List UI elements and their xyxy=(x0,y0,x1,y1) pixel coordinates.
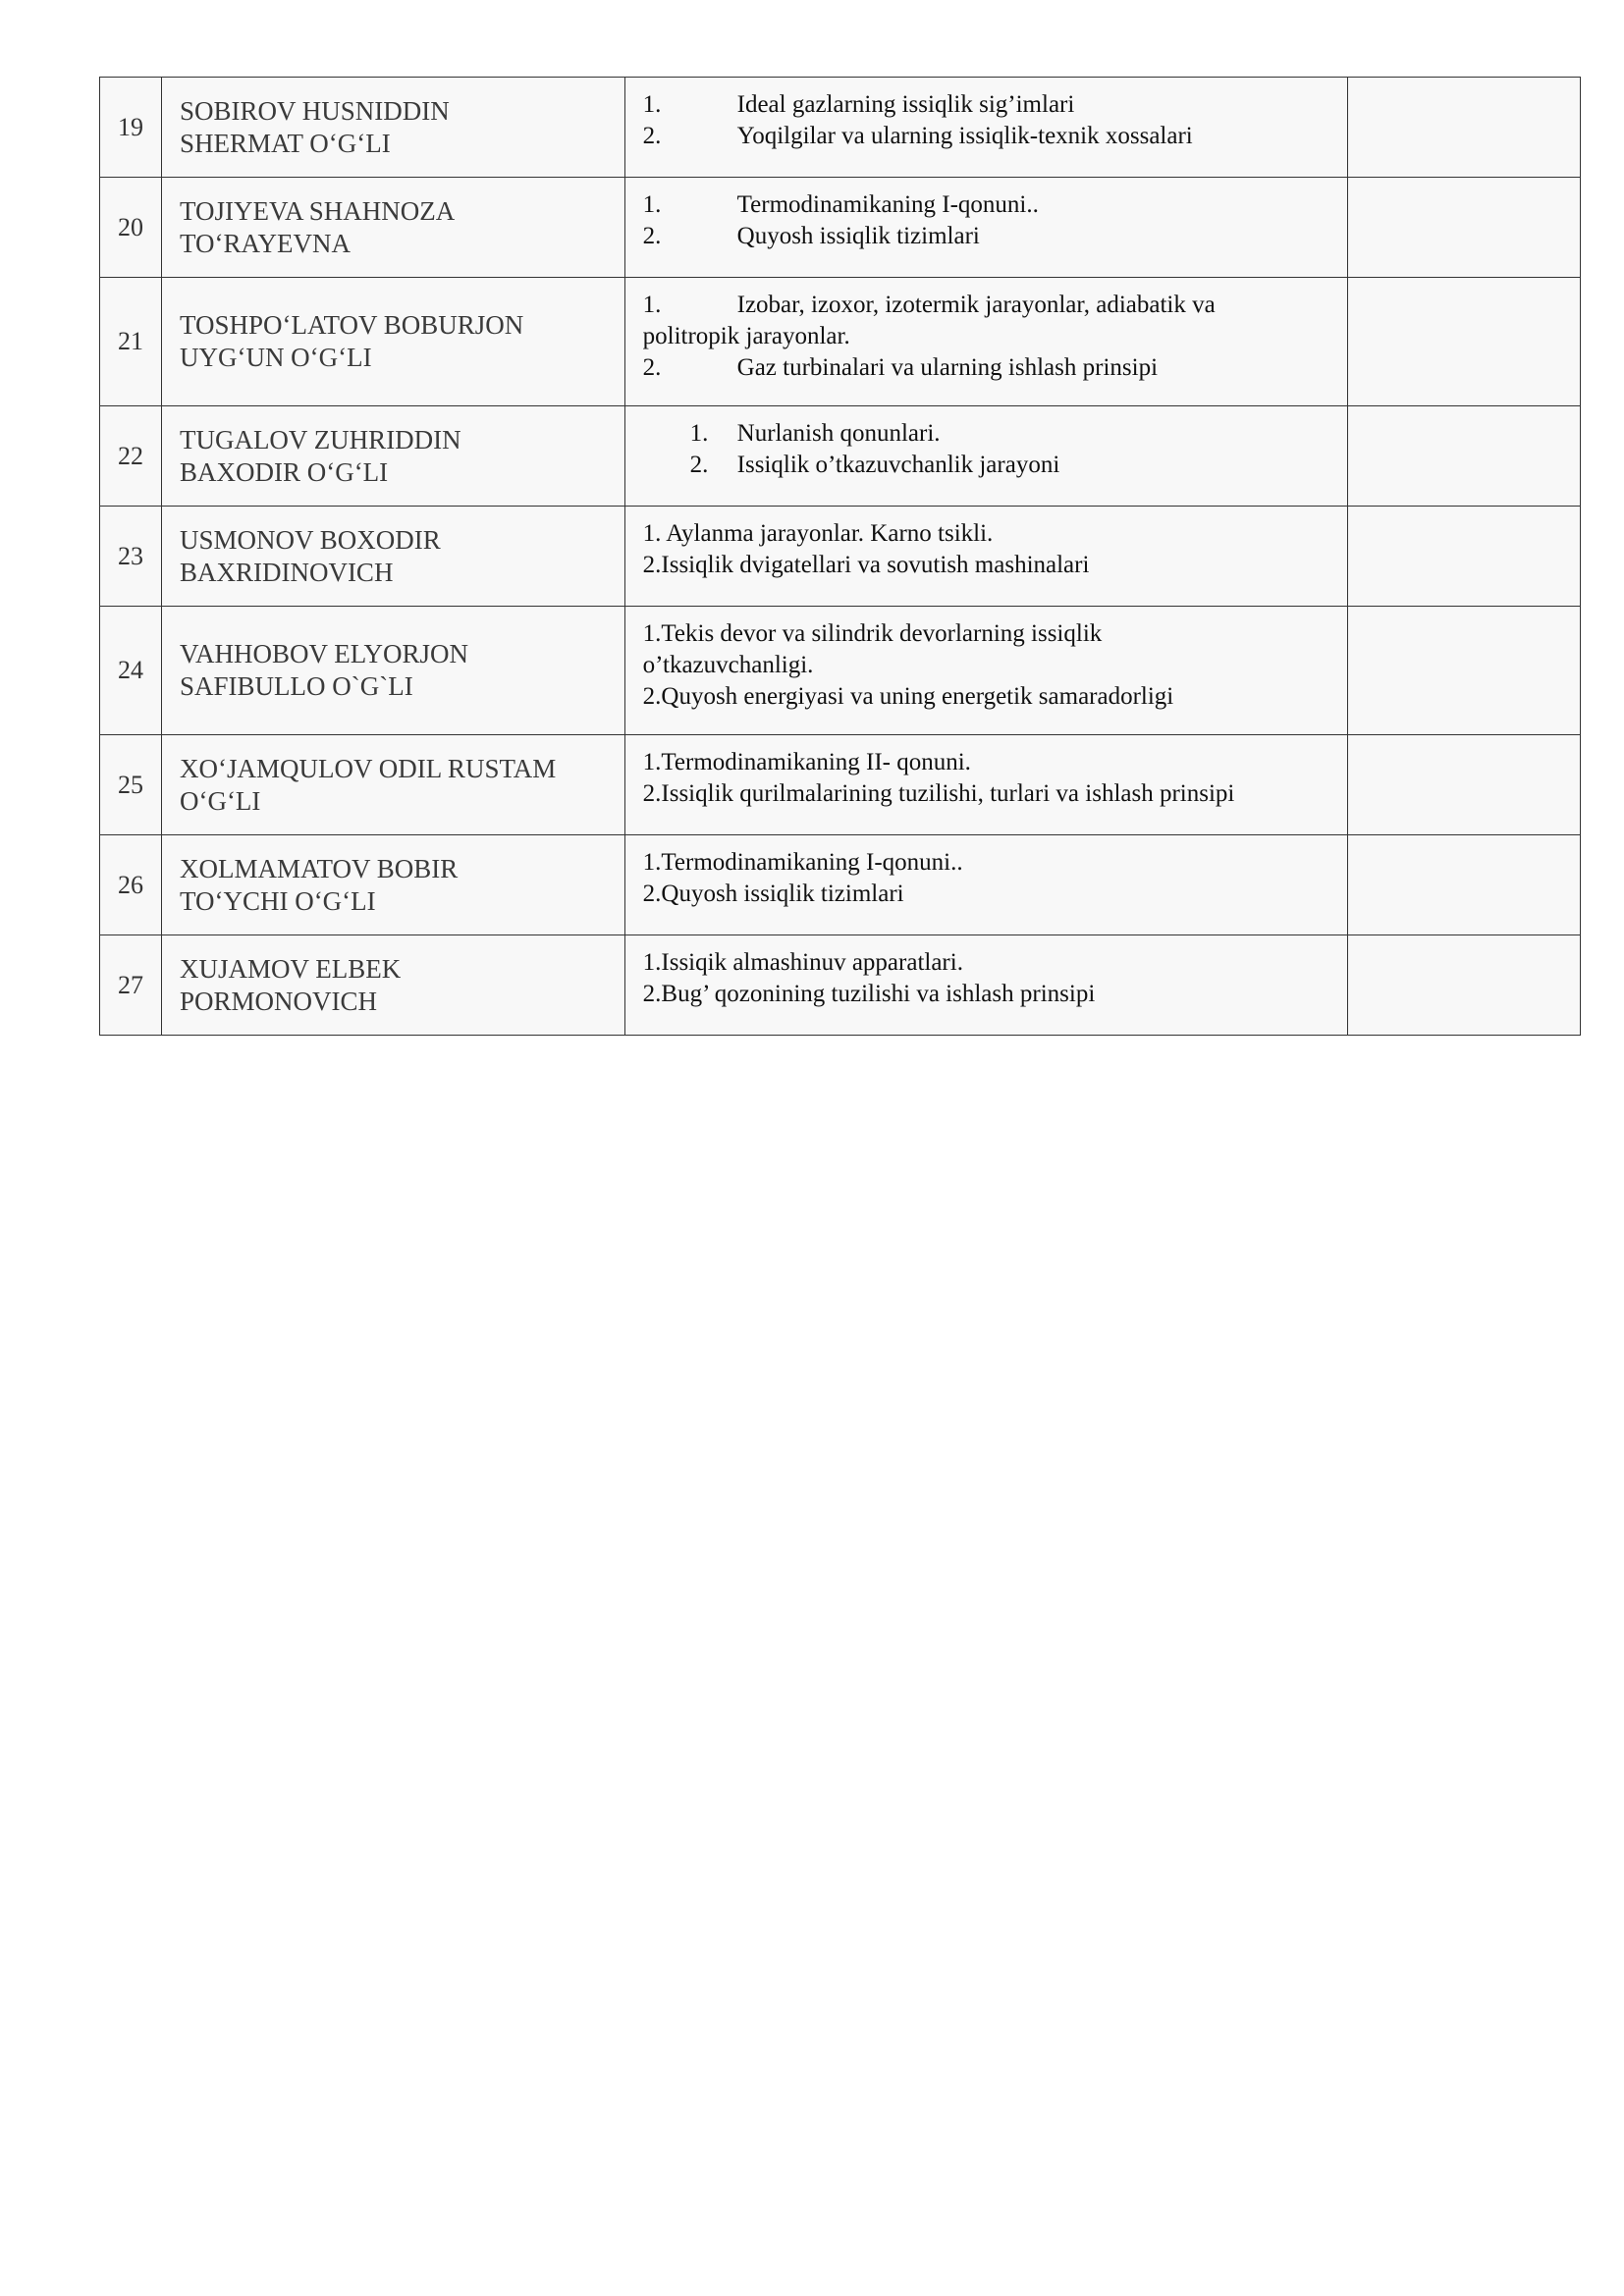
table-row xyxy=(100,735,1581,835)
student-name-line: BAXODIR O‘G‘LI xyxy=(179,456,389,487)
grade-cell xyxy=(1348,406,1581,506)
student-name xyxy=(162,607,625,734)
table-row xyxy=(100,507,1581,607)
student-name-line: TO‘YCHI O‘G‘LI xyxy=(179,885,376,916)
grade-cell xyxy=(1348,935,1581,1035)
topic-item: 2. Quyosh issiqlik tizimlari xyxy=(642,223,980,249)
table-row xyxy=(100,278,1581,406)
topic-item: 2. Gaz turbinalari va ularning ishlash prinsipi xyxy=(642,354,1159,381)
student-name-line: SAFIBULLO O`G`LI xyxy=(179,671,413,701)
student-name-line: PORMONOVICH xyxy=(179,986,377,1016)
topics-cell xyxy=(625,178,1349,277)
topic-item: 1.Tekis devor va silindrik devorlarning issiqlik xyxy=(642,620,1103,647)
table-row xyxy=(100,406,1581,507)
grade-cell xyxy=(1348,507,1581,606)
topic-item: 1.Issiqik almashinuv apparatlari. xyxy=(642,949,963,976)
student-name xyxy=(162,835,625,934)
topic-item: 2.Quyosh issiqlik tizimlari xyxy=(642,881,904,907)
topics-cell xyxy=(625,935,1349,1035)
student-name-line: VAHHOBOV ELYORJON xyxy=(179,639,469,668)
grade-cell xyxy=(1348,735,1581,834)
student-name xyxy=(162,507,625,606)
topic-item: 1.Termodinamikaning II- qonuni. xyxy=(642,749,971,775)
topic-item: 2.Issiqlik dvigatellari va sovutish mashinalari xyxy=(642,552,1090,578)
row-number: 27 xyxy=(100,935,162,1035)
topic-item: 1. Ideal gazlarning issiqlik sig’imlari xyxy=(642,91,1075,118)
table-row xyxy=(100,607,1581,735)
student-name-line: TOSHPO‘LATOV BOBURJON xyxy=(179,310,524,340)
student-name xyxy=(162,178,625,277)
row-number: 22 xyxy=(100,406,162,506)
topics-cell xyxy=(625,607,1349,734)
grade-cell xyxy=(1348,278,1581,405)
topics-cell xyxy=(625,78,1349,177)
student-name-line: BAXRIDINOVICH xyxy=(179,557,394,587)
student-name xyxy=(162,278,625,405)
row-number: 26 xyxy=(100,835,162,934)
row-number: 25 xyxy=(100,735,162,834)
topic-item: 1. Aylanma jarayonlar. Karno tsikli. xyxy=(642,520,994,547)
student-name-line: TOJIYEVA SHAHNOZA xyxy=(179,195,456,226)
student-name xyxy=(162,406,625,506)
topic-item: 2.Issiqlik qurilmalarining tuzilishi, turlari va ishlash prinsipi xyxy=(642,780,1235,807)
student-name xyxy=(162,78,625,177)
topic-item: 1. Izobar, izoxor, izotermik jarayonlar, adiabatik va xyxy=(642,292,1216,318)
grade-cell xyxy=(1348,178,1581,277)
row-number: 23 xyxy=(100,507,162,606)
topic-item: 1. Termodinamikaning I-qonuni.. xyxy=(642,191,1039,218)
student-name-line: TO‘RAYEVNA xyxy=(179,228,351,258)
table-row xyxy=(100,835,1581,935)
student-name-line: XOLMAMATOV BOBIR xyxy=(179,853,459,883)
topic-item-continuation: politropik jarayonlar. xyxy=(642,323,850,349)
topics-cell xyxy=(625,735,1349,834)
topic-item: 2.Quyosh energiyasi va uning energetik samaradorligi xyxy=(642,683,1174,710)
student-name xyxy=(162,735,625,834)
row-number: 21 xyxy=(100,278,162,405)
row-number: 24 xyxy=(100,607,162,734)
student-name-line: TUGALOV ZUHRIDDIN xyxy=(179,424,461,454)
topic-item: 1. Nurlanish qonunlari. xyxy=(689,420,941,447)
table-row xyxy=(100,935,1581,1036)
grade-cell xyxy=(1348,607,1581,734)
row-number: 19 xyxy=(100,78,162,177)
topic-item-continuation: o’tkazuvchanligi. xyxy=(642,652,814,678)
topics-cell xyxy=(625,835,1349,934)
student-topics-table xyxy=(99,77,1581,1036)
grade-cell xyxy=(1348,835,1581,934)
student-name-line: XO‘JAMQULOV ODIL RUSTAM xyxy=(179,753,557,783)
student-name-line: SOBIROV HUSNIDDIN xyxy=(179,95,450,126)
topic-item: 1.Termodinamikaning I-qonuni.. xyxy=(642,849,963,876)
topic-item: 2.Bug’ qozonining tuzilishi va ishlash prinsipi xyxy=(642,981,1096,1007)
table-row xyxy=(100,178,1581,278)
student-name-line: O‘G‘LI xyxy=(179,785,261,816)
row-number: 20 xyxy=(100,178,162,277)
student-name-line: UYG‘UN O‘G‘LI xyxy=(179,343,372,372)
grade-cell xyxy=(1348,78,1581,177)
student-name-line: USMONOV BOXODIR xyxy=(179,524,441,555)
topics-cell xyxy=(625,406,1349,506)
topics-cell xyxy=(625,278,1349,405)
table-row xyxy=(100,78,1581,178)
student-name-line: XUJAMOV ELBEK xyxy=(179,953,402,984)
student-name-line: SHERMAT O‘G‘LI xyxy=(179,128,391,158)
topic-item: 2. Yoqilgilar va ularning issiqlik-texnik xossalari xyxy=(642,123,1193,149)
topic-item: 2. Issiqlik o’tkazuvchanlik jarayoni xyxy=(689,452,1060,478)
student-name xyxy=(162,935,625,1035)
topics-cell xyxy=(625,507,1349,606)
